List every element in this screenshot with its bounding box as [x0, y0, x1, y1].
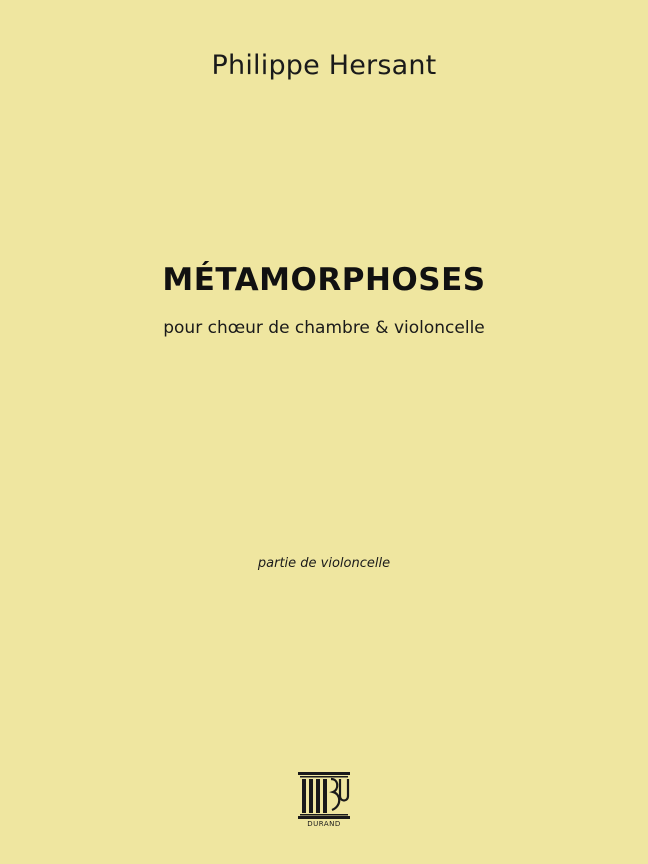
work-title: MÉTAMORPHOSES	[162, 262, 486, 298]
part-label: partie de violoncelle	[257, 556, 391, 571]
publisher-name: DURAND	[307, 820, 341, 828]
composer-name: Philippe Hersant	[211, 50, 437, 81]
work-subtitle: pour chœur de chambre & violoncelle	[163, 318, 485, 338]
